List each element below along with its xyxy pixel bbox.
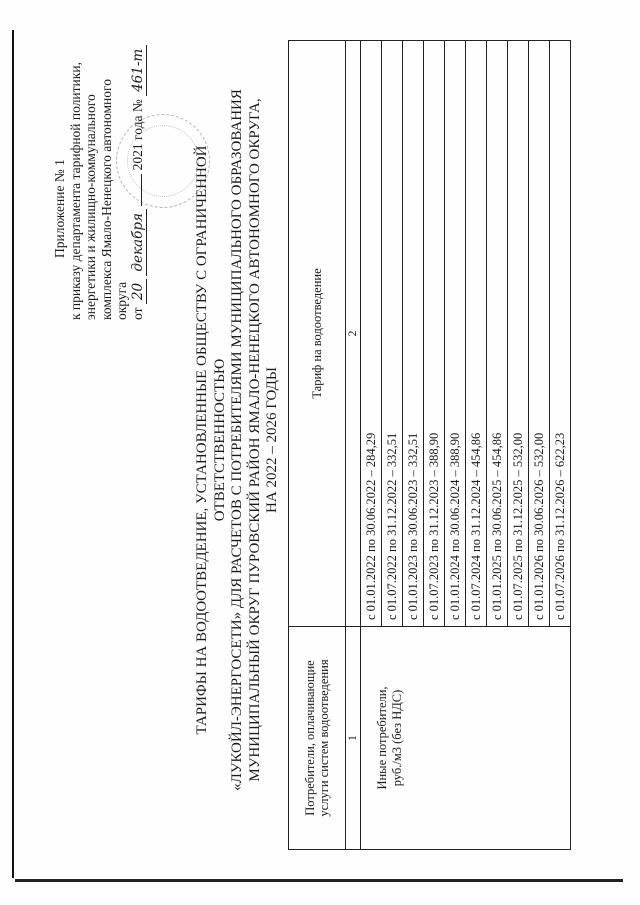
- tariff-cell: с 01.01.2026 по 30.06.2026 – 532,00: [529, 41, 550, 627]
- table-colnum-row: [346, 41, 361, 850]
- heading-line: МУНИЦИПАЛЬНЫЙ ОКРУГ ПУРОВСКИЙ РАЙОН ЯМАЛО-НЕНЕЦКОГО АВТОНОМНОГО ОКРУГА,: [246, 98, 263, 782]
- tariff-cell: с 01.07.2023 по 31.12.2023 – 388,90: [424, 41, 445, 627]
- tariff-cell: с 01.01.2024 по 30.06.2024 – 388,90: [445, 41, 466, 627]
- tariff-cell: с 01.01.2025 по 30.06.2025 – 454,86: [487, 41, 508, 627]
- header-consumers-line: услуги систем водоотведения: [317, 659, 331, 817]
- date-day: 20: [131, 279, 148, 304]
- header-tariff: Тариф на водоотведение: [289, 41, 346, 627]
- consumer-line: руб./м3 (без НДС): [390, 689, 404, 787]
- heading-line: «ЛУКОЙЛ-ЭНЕРГОСЕТИ» ДЛЯ РАСЧЕТОВ С ПОТРЕБИТЕЛЯМИ МУНИЦИПАЛЬНОГО ОБРАЗОВАНИЯ: [229, 89, 245, 791]
- header-consumers: [289, 627, 346, 850]
- date-year: 2021 года №: [129, 99, 145, 171]
- scan-left-edge: [12, 30, 14, 878]
- table-header-row: [289, 41, 346, 850]
- colnum-2: 2: [346, 41, 361, 627]
- consumer-line: Иные потребители,: [375, 686, 389, 790]
- heading-line: ТАРИФЫ НА ВОДООТВЕДЕНИЕ, УСТАНОВЛЕННЫЕ ОБЩЕСТВУ С ОГРАНИЧЕННОЙ ОТВЕТСТВЕННОСТЬЮ: [194, 145, 228, 735]
- appendix-title: Приложение № 1: [52, 159, 67, 258]
- tariff-cell: с 01.07.2024 по 31.12.2024 – 454,86: [466, 41, 487, 627]
- appendix-line: округа: [114, 281, 129, 320]
- tariff-cell: с 01.07.2022 по 31.12.2022 – 332,51: [382, 41, 403, 627]
- order-number: 461-т: [131, 45, 148, 96]
- date-prefix: от: [129, 307, 145, 320]
- tariff-cell: с 01.01.2023 по 30.06.2023 – 332,51: [403, 41, 424, 627]
- heading-line: НА 2022 – 2026 ГОДЫ: [264, 367, 280, 513]
- tariff-cell: с 01.07.2025 по 31.12.2025 – 532,00: [508, 41, 529, 627]
- rotated-page: [20, 0, 620, 880]
- document-heading: [194, 80, 282, 800]
- appendix-line: к приказу департамента тарифной политики,: [67, 62, 83, 320]
- colnum-1: 1: [346, 627, 361, 850]
- tariff-cell: с 01.07.2026 по 31.12.2026 – 622,23: [550, 41, 571, 627]
- table-row: [361, 41, 382, 850]
- tariff-table: [288, 40, 571, 850]
- date-month: декабря: [131, 209, 148, 275]
- consumer-cell: [361, 627, 571, 850]
- header-consumers-line: Потребители, оплачивающие: [303, 660, 317, 816]
- appendix-line: комплекса Ямало-Ненецкого автономного: [98, 79, 114, 320]
- tariff-cell: с 01.01.2022 по 30.06.2022 – 284,29: [361, 41, 382, 627]
- appendix-line: энергетики и жилищно-коммунального: [83, 94, 98, 320]
